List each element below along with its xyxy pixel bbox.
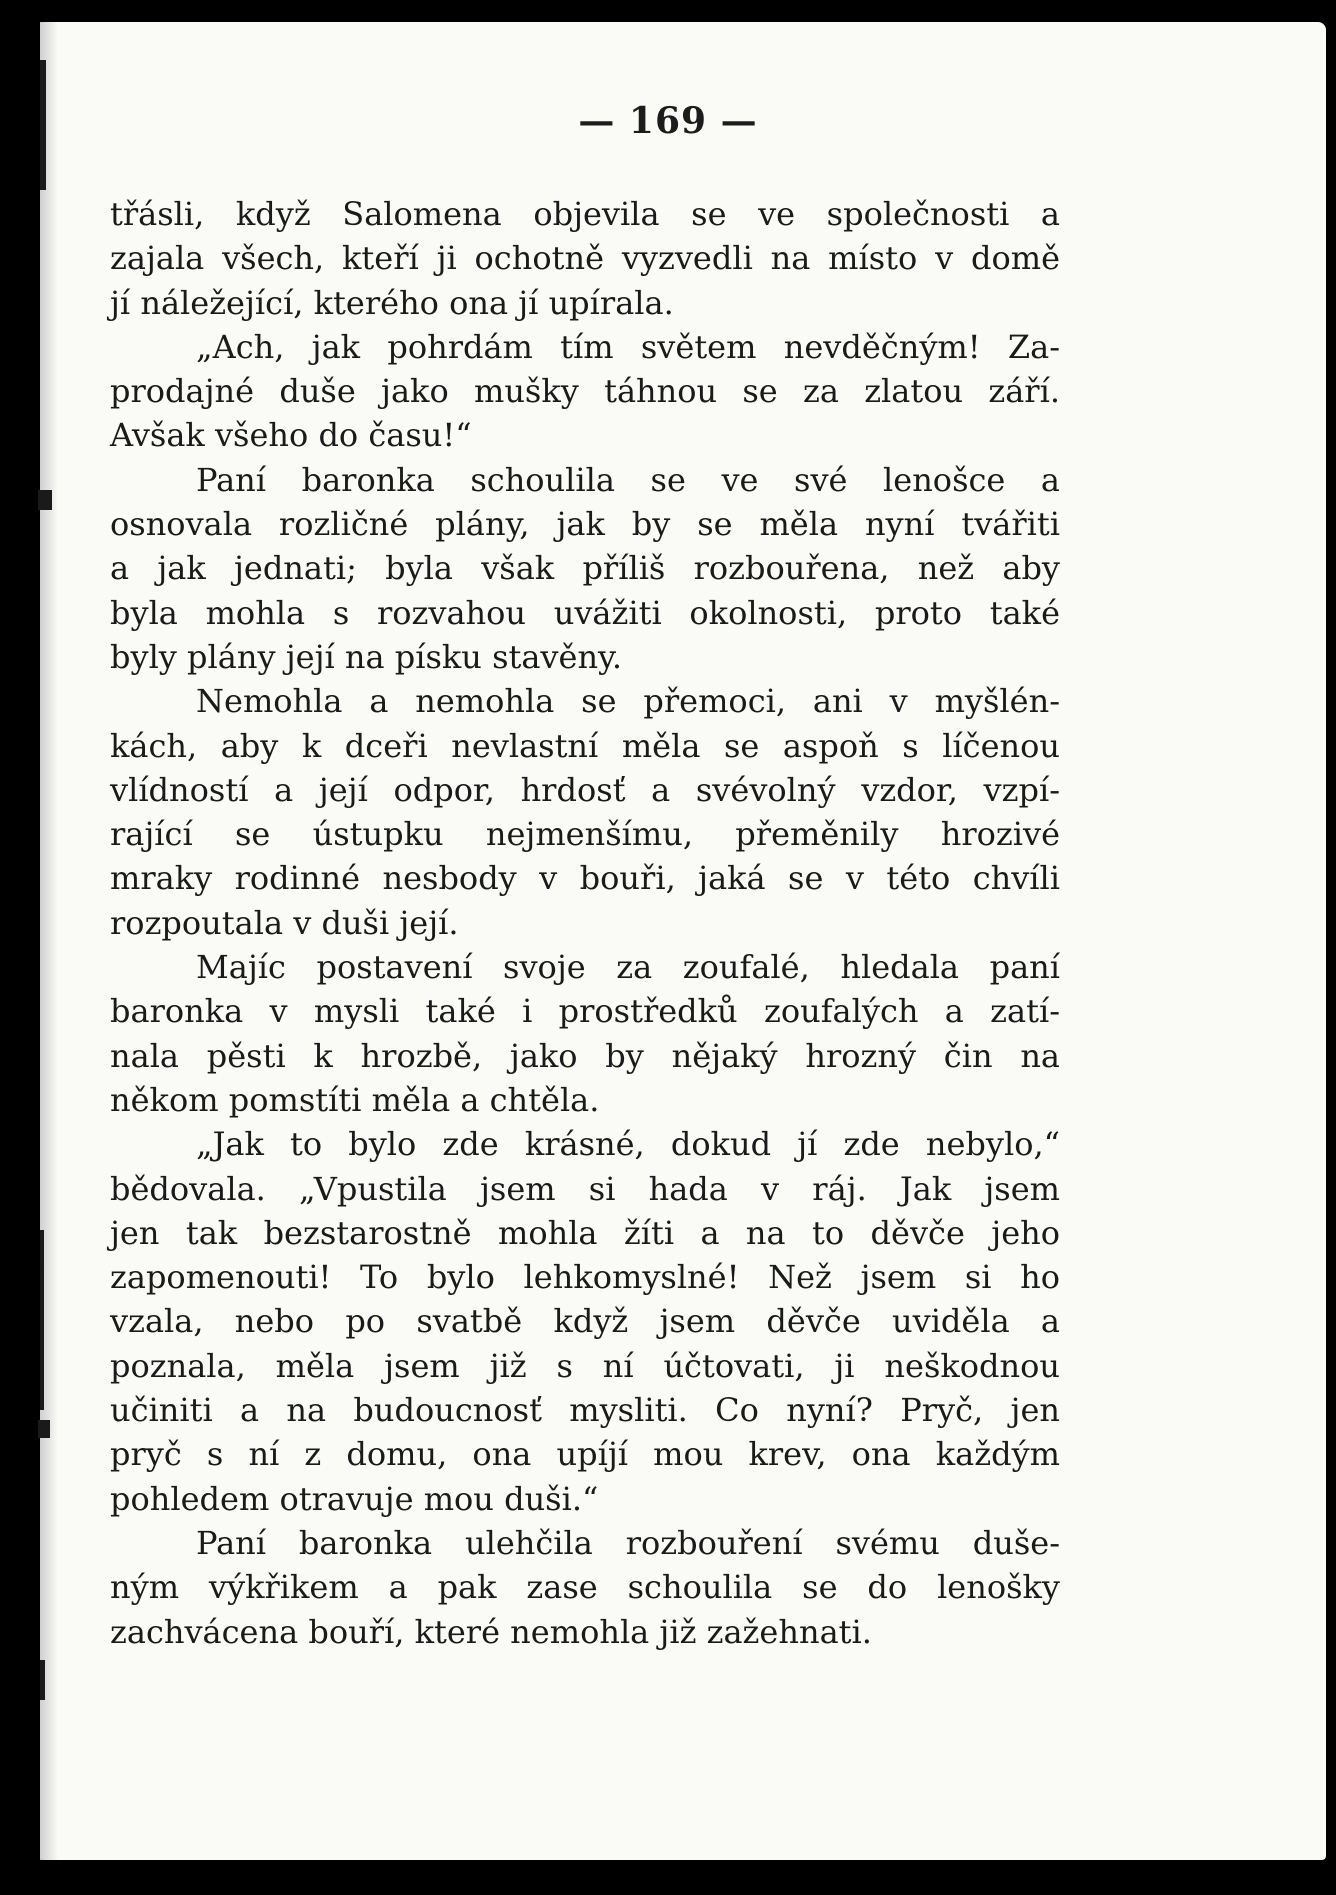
- text-line: zajala všech, kteří ji ochotně vyzvedli na místo v domě: [110, 239, 1060, 278]
- text-line: pryč s ní z domu, ona upíjí mou krev, ona každým: [110, 1435, 1060, 1474]
- binding-mark: [38, 1420, 50, 1438]
- page-number: — 169 —: [578, 100, 758, 142]
- text-line: rající se ústupku nejmenšímu, přeměnily hrozivé: [110, 815, 1060, 854]
- text-line: pohledem otravuje mou duši.“: [110, 1479, 599, 1518]
- text-line: byly plány její na písku stavěny.: [110, 637, 623, 676]
- text-line: vzala, nebo po svatbě když jsem děvče uviděla a: [110, 1302, 1060, 1341]
- binding-mark: [38, 490, 52, 510]
- text-line: ným výkřikem a pak zase schoulila se do lenošky: [110, 1568, 1060, 1607]
- text-line: učiniti a na budoucnosť mysliti. Co nyní? Pryč, jen: [110, 1391, 1060, 1430]
- text-line: vlídností a její odpor, hrdosť a svévolný vzdor, vzpí-: [110, 770, 1060, 809]
- text-line: Nemohla a nemohla se přemoci, ani v myšlén-: [196, 682, 1060, 721]
- text-line: a jak jednati; byla však příliš rozbouřena, než aby: [110, 549, 1060, 588]
- text-line: osnovala rozličné plány, jak by se měla nyní tvářiti: [110, 505, 1060, 544]
- text-line: jí náležející, kterého ona jí upírala.: [110, 283, 674, 322]
- body-text: [110, 192, 1060, 1654]
- text-line: bědovala. „Vpustila jsem si hada v ráj. Jak jsem: [110, 1169, 1060, 1208]
- binding-mark: [40, 1230, 44, 1410]
- text-line: baronka v mysli také i prostředků zoufalých a zatí-: [110, 992, 1060, 1031]
- text-line: byla mohla s rozvahou uvážiti okolnosti, proto také: [110, 593, 1060, 632]
- text-line: kách, aby k dceři nevlastní měla se aspoň s líčenou: [110, 726, 1060, 765]
- text-line: zapomenouti! To bylo lehkomyslné! Než jsem si ho: [110, 1258, 1060, 1297]
- text-line: třásli, když Salomena objevila se ve společnosti a: [110, 195, 1060, 233]
- text-line: zachvácena bouří, které nemohla již zažehnati.: [110, 1612, 872, 1651]
- text-line: „Ach, jak pohrdám tím světem nevděčným! Za-: [196, 327, 1060, 366]
- text-line: rozpoutala v duši její.: [110, 903, 459, 942]
- text-line: Majíc postavení svoje za zoufalé, hledala paní: [196, 948, 1060, 987]
- text-line: „Jak to bylo zde krásné, dokud jí zde nebylo,“: [196, 1125, 1060, 1164]
- text-line: nala pěsti k hrozbě, jako by nějaký hrozný čin na: [110, 1036, 1060, 1075]
- text-line: Avšak všeho do času!“: [110, 416, 472, 455]
- text-line: Paní baronka ulehčila rozbouření svému duše-: [196, 1523, 1060, 1562]
- text-line: jen tak bezstarostně mohla žíti a na to děvče jeho: [110, 1213, 1060, 1252]
- text-line: poznala, měla jsem již s ní účtovati, ji neškodnou: [110, 1346, 1060, 1385]
- binding-mark: [40, 1660, 45, 1700]
- text-line: mraky rodinné nesbody v bouři, jaká se v této chvíli: [110, 859, 1060, 898]
- text-line: někom pomstíti měla a chtěla.: [110, 1080, 600, 1119]
- text-line: Paní baronka schoulila se ve své lenošce a: [196, 460, 1060, 499]
- binding-shadow: [40, 22, 58, 1860]
- text-line: prodajné duše jako mušky táhnou se za zlatou září.: [110, 372, 1060, 411]
